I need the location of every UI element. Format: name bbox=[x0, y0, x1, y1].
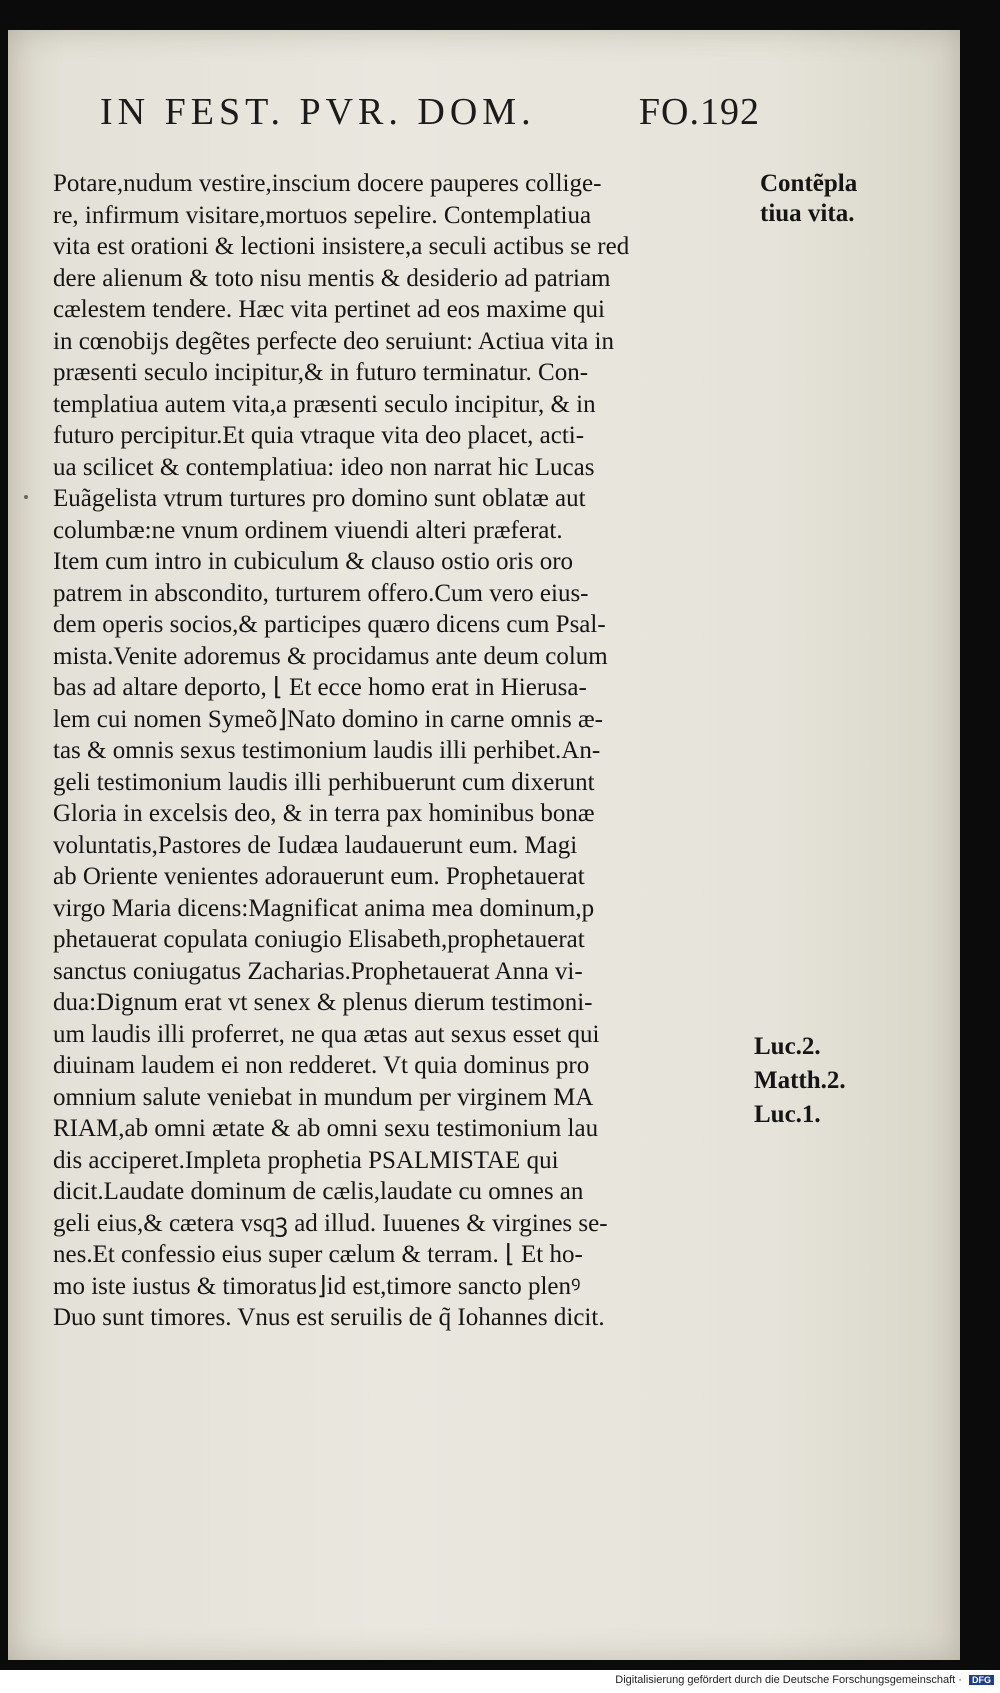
text-line: ab Oriente venientes adorauerunt eum. Prophetauerat bbox=[53, 863, 585, 890]
main-text-column bbox=[53, 168, 753, 1334]
page-header bbox=[100, 90, 760, 140]
text-line: re, infirmum visitare,mortuos sepelire. Contemplatiua bbox=[53, 201, 592, 229]
marginal-reference: Luc.2. bbox=[754, 1033, 821, 1060]
text-line: nes.Et confessio eius super cælum & terram. ⌊ Et ho- bbox=[53, 1241, 583, 1268]
marginal-line: Contẽpla bbox=[760, 170, 858, 197]
text-line: dicit.Laudate dominum de cælis,laudate cu omnes an bbox=[53, 1178, 584, 1205]
text-line: columbæ:ne vnum ordinem viuendi alteri præferat. bbox=[53, 516, 563, 544]
marginal-reference: Matth.2. bbox=[754, 1067, 846, 1094]
text-line: virgo Maria dicens:Magnificat anima mea dominum,p bbox=[53, 894, 595, 922]
text-line: mo iste iustus & timoratus⌋id est,timore sancto plenꝰ bbox=[53, 1272, 581, 1300]
text-line: dua:Dignum erat vt senex & plenus dierum testimoni- bbox=[53, 989, 593, 1016]
text-line: phetauerat copulata coniugio Elisabeth,prophetauerat bbox=[53, 926, 585, 953]
marginal-scripture-references bbox=[754, 1030, 846, 1132]
credit-text: Digitalisierung gefördert durch die Deutsche Forschungsgemeinschaft · bbox=[615, 1674, 962, 1686]
text-line: um laudis illi proferret, ne qua ætas aut sexus esset qui bbox=[53, 1020, 600, 1048]
marginal-note-contemplatiua bbox=[760, 169, 857, 229]
text-line: RIAM,ab omni ætate & ab omni sexu testimonium lau bbox=[53, 1115, 599, 1142]
text-line: geli eius,& cætera vsqꝫ ad illud. Iuuenes & virgines se- bbox=[53, 1209, 608, 1237]
text-line: dis acciperet.Impleta prophetia PSALMISTAE qui bbox=[53, 1146, 559, 1174]
paper-speck bbox=[24, 495, 28, 499]
marginal-line: tiua vita. bbox=[760, 200, 855, 227]
text-line: patrem in abscondito, turturem offero.Cum vero eius- bbox=[53, 579, 589, 607]
text-line: voluntatis,Pastores de Iudæa laudauerunt eum. Magi bbox=[53, 831, 578, 859]
marginal-reference: Luc.1. bbox=[754, 1101, 821, 1128]
text-line: vita est orationi & lectioni insistere,a seculi actibus se red bbox=[53, 233, 630, 260]
text-line: futuro percipitur.Et quia vtraque vita deo placet, acti- bbox=[53, 422, 585, 449]
text-line: dere alienum & toto nisu mentis & desiderio ad patriam bbox=[53, 264, 611, 292]
text-line: Euãgelista vtrum turtures pro domino sunt oblatæ aut bbox=[53, 485, 586, 512]
text-line: Potare,nudum vestire,inscium docere pauperes collige- bbox=[53, 170, 602, 197]
text-line: cælestem tendere. Hæc vita pertinet ad eos maxime qui bbox=[53, 296, 605, 323]
text-line: præsenti seculo incipitur,& in futuro terminatur. Con- bbox=[53, 359, 589, 386]
text-line: Item cum intro in cubiculum & clauso ostio oris oro bbox=[53, 548, 574, 575]
text-line: Gloria in excelsis deo, & in terra pax hominibus bonæ bbox=[53, 800, 595, 827]
text-line: mista.Venite adoremus & procidamus ante deum colum bbox=[53, 642, 608, 670]
text-line: bas ad altare deporto, ⌊ Et ecce homo erat in Hierusa- bbox=[53, 674, 587, 701]
running-head: IN FEST. PVR. DOM. bbox=[100, 91, 536, 133]
text-line: geli testimonium laudis illi perhibuerunt cum dixerunt bbox=[53, 768, 595, 796]
text-line: diuinam laudem ei non redderet. Vt quia dominus pro bbox=[53, 1052, 590, 1079]
folio-number: FO.192 bbox=[638, 91, 760, 133]
text-line: tas & omnis sexus testimonium laudis illi perhibet.An- bbox=[53, 737, 601, 764]
book-page bbox=[8, 30, 960, 1660]
text-line: in cœnobijs degẽtes perfecte deo seruiunt: Actiua vita in bbox=[53, 327, 614, 355]
text-line: omnium salute veniebat in mundum per virginem MA bbox=[53, 1083, 594, 1111]
text-line: Duo sunt timores. Vnus est seruilis de q̃ Iohannes dicit. bbox=[53, 1304, 605, 1331]
text-line: dem operis socios,& participes quæro dicens cum Psal- bbox=[53, 611, 606, 638]
text-line: templatiua autem vita,a præsenti seculo incipitur, & in bbox=[53, 390, 596, 418]
text-line: lem cui nomen Symeõ⌋Nato domino in carne omnis æ- bbox=[53, 705, 603, 733]
digitization-credit bbox=[0, 1674, 994, 1690]
text-line: sanctus coniugatus Zacharias.Prophetauerat Anna vi- bbox=[53, 957, 583, 985]
text-line: ua scilicet & contemplatiua: ideo non narrat hic Lucas bbox=[53, 453, 595, 481]
dfg-logo: DFG bbox=[969, 1675, 994, 1685]
